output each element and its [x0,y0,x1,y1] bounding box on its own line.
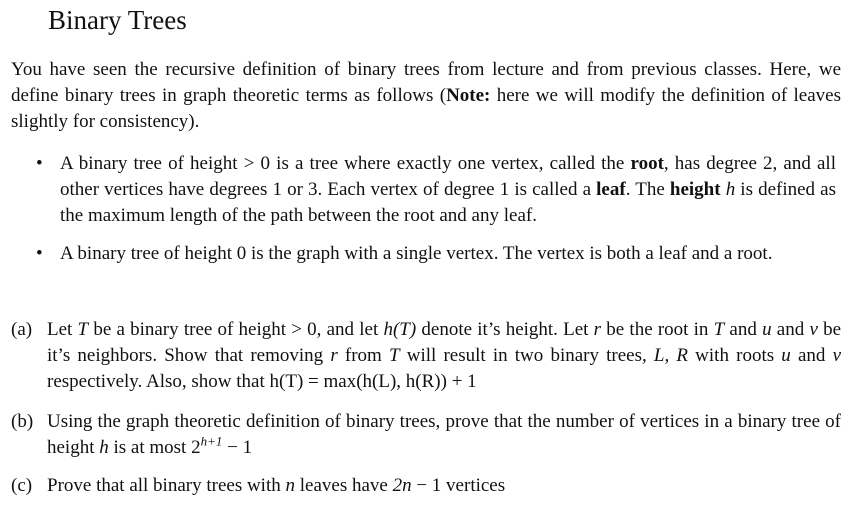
part-label: (b) [11,411,34,432]
text-span: Using the graph theoretic definition of binary trees, prove that the number of vertices in a binary tree of height [47,411,841,458]
intro-text-1: You have seen the recursive definition of binary trees from lecture and from previous classes. Here, we define binary trees in graph theoretic terms as follows ( [11,59,841,106]
term-leaf: leaf [596,179,626,200]
definition-item-height-positive [36,151,836,229]
text-span: denote it’s height. Let [416,319,594,340]
var-T: T [77,319,89,340]
text-span: − 1 vertices [411,475,506,496]
exercise-part-a [11,317,841,395]
term-root: root [630,153,664,174]
power-base: 2 [191,437,201,458]
text-span: leaves have [295,475,393,496]
height-formula: h(T) = max(h(L), h(R)) + 1 [269,371,477,392]
var-u: u [781,345,791,366]
text-span: and [790,345,833,366]
text-span: is at most [108,437,192,458]
vertex-count-expr: 2n [392,475,412,496]
var-r: r [330,345,338,366]
text-span: − 1 [222,437,253,458]
text-span: be it’s neighbors. Show that removing [47,319,842,366]
var-hT: h(T) [383,319,417,340]
var-h: h [725,179,736,200]
definition-list [36,151,836,279]
power-exponent: h+1 [200,433,223,449]
var-T: T [389,345,400,366]
intro-paragraph [11,57,841,135]
var-u: u [762,319,772,340]
text-span: A binary tree of height > 0 is a tree where exactly one vertex, called the [60,153,631,174]
text-span: is defined as the maximum length of the path between the root and any leaf. [60,179,836,226]
bullet-icon: • [36,153,43,174]
text-span: will result in two binary trees, [399,345,654,366]
text-span: respectively. Also, show that [47,371,270,392]
part-label: (c) [11,475,33,496]
exercise-parts [11,317,841,513]
note-label: Note: [446,85,491,106]
text-span: and [771,319,810,340]
text-span: be a binary tree of height > 0, and let [88,319,384,340]
exercise-part-c [11,473,841,499]
intro-text-2: here we will modify the definition of leaves slightly for consistency). [11,85,841,132]
text-span: and [724,319,763,340]
exercise-part-b [11,409,841,461]
var-r: r [593,319,602,340]
bullet-icon: • [36,243,43,264]
var-T: T [713,319,725,340]
text-span: Let [47,319,78,340]
text-span: , has degree 2, and all other vertices have degrees 1 or 3. Each vertex of degree 1 is called a [60,153,836,200]
text-span: Prove that all binary trees with [47,475,286,496]
var-LR: L, R [653,345,689,366]
text-span: be the root in [601,319,714,340]
text-span: with roots [688,345,782,366]
var-v: v [809,319,818,340]
page-title: Binary Trees [48,5,187,35]
text-span: from [337,345,389,366]
var-n: n [285,475,295,496]
text-span: A binary tree of height 0 is the graph with a single vertex. The vertex is both a leaf and a root. [60,243,773,264]
var-h: h [99,437,109,458]
definition-item-height-zero [36,241,836,267]
var-v: v [832,345,841,366]
text-span: . The [625,179,670,200]
term-height: height [669,179,721,200]
part-label: (a) [11,319,33,340]
